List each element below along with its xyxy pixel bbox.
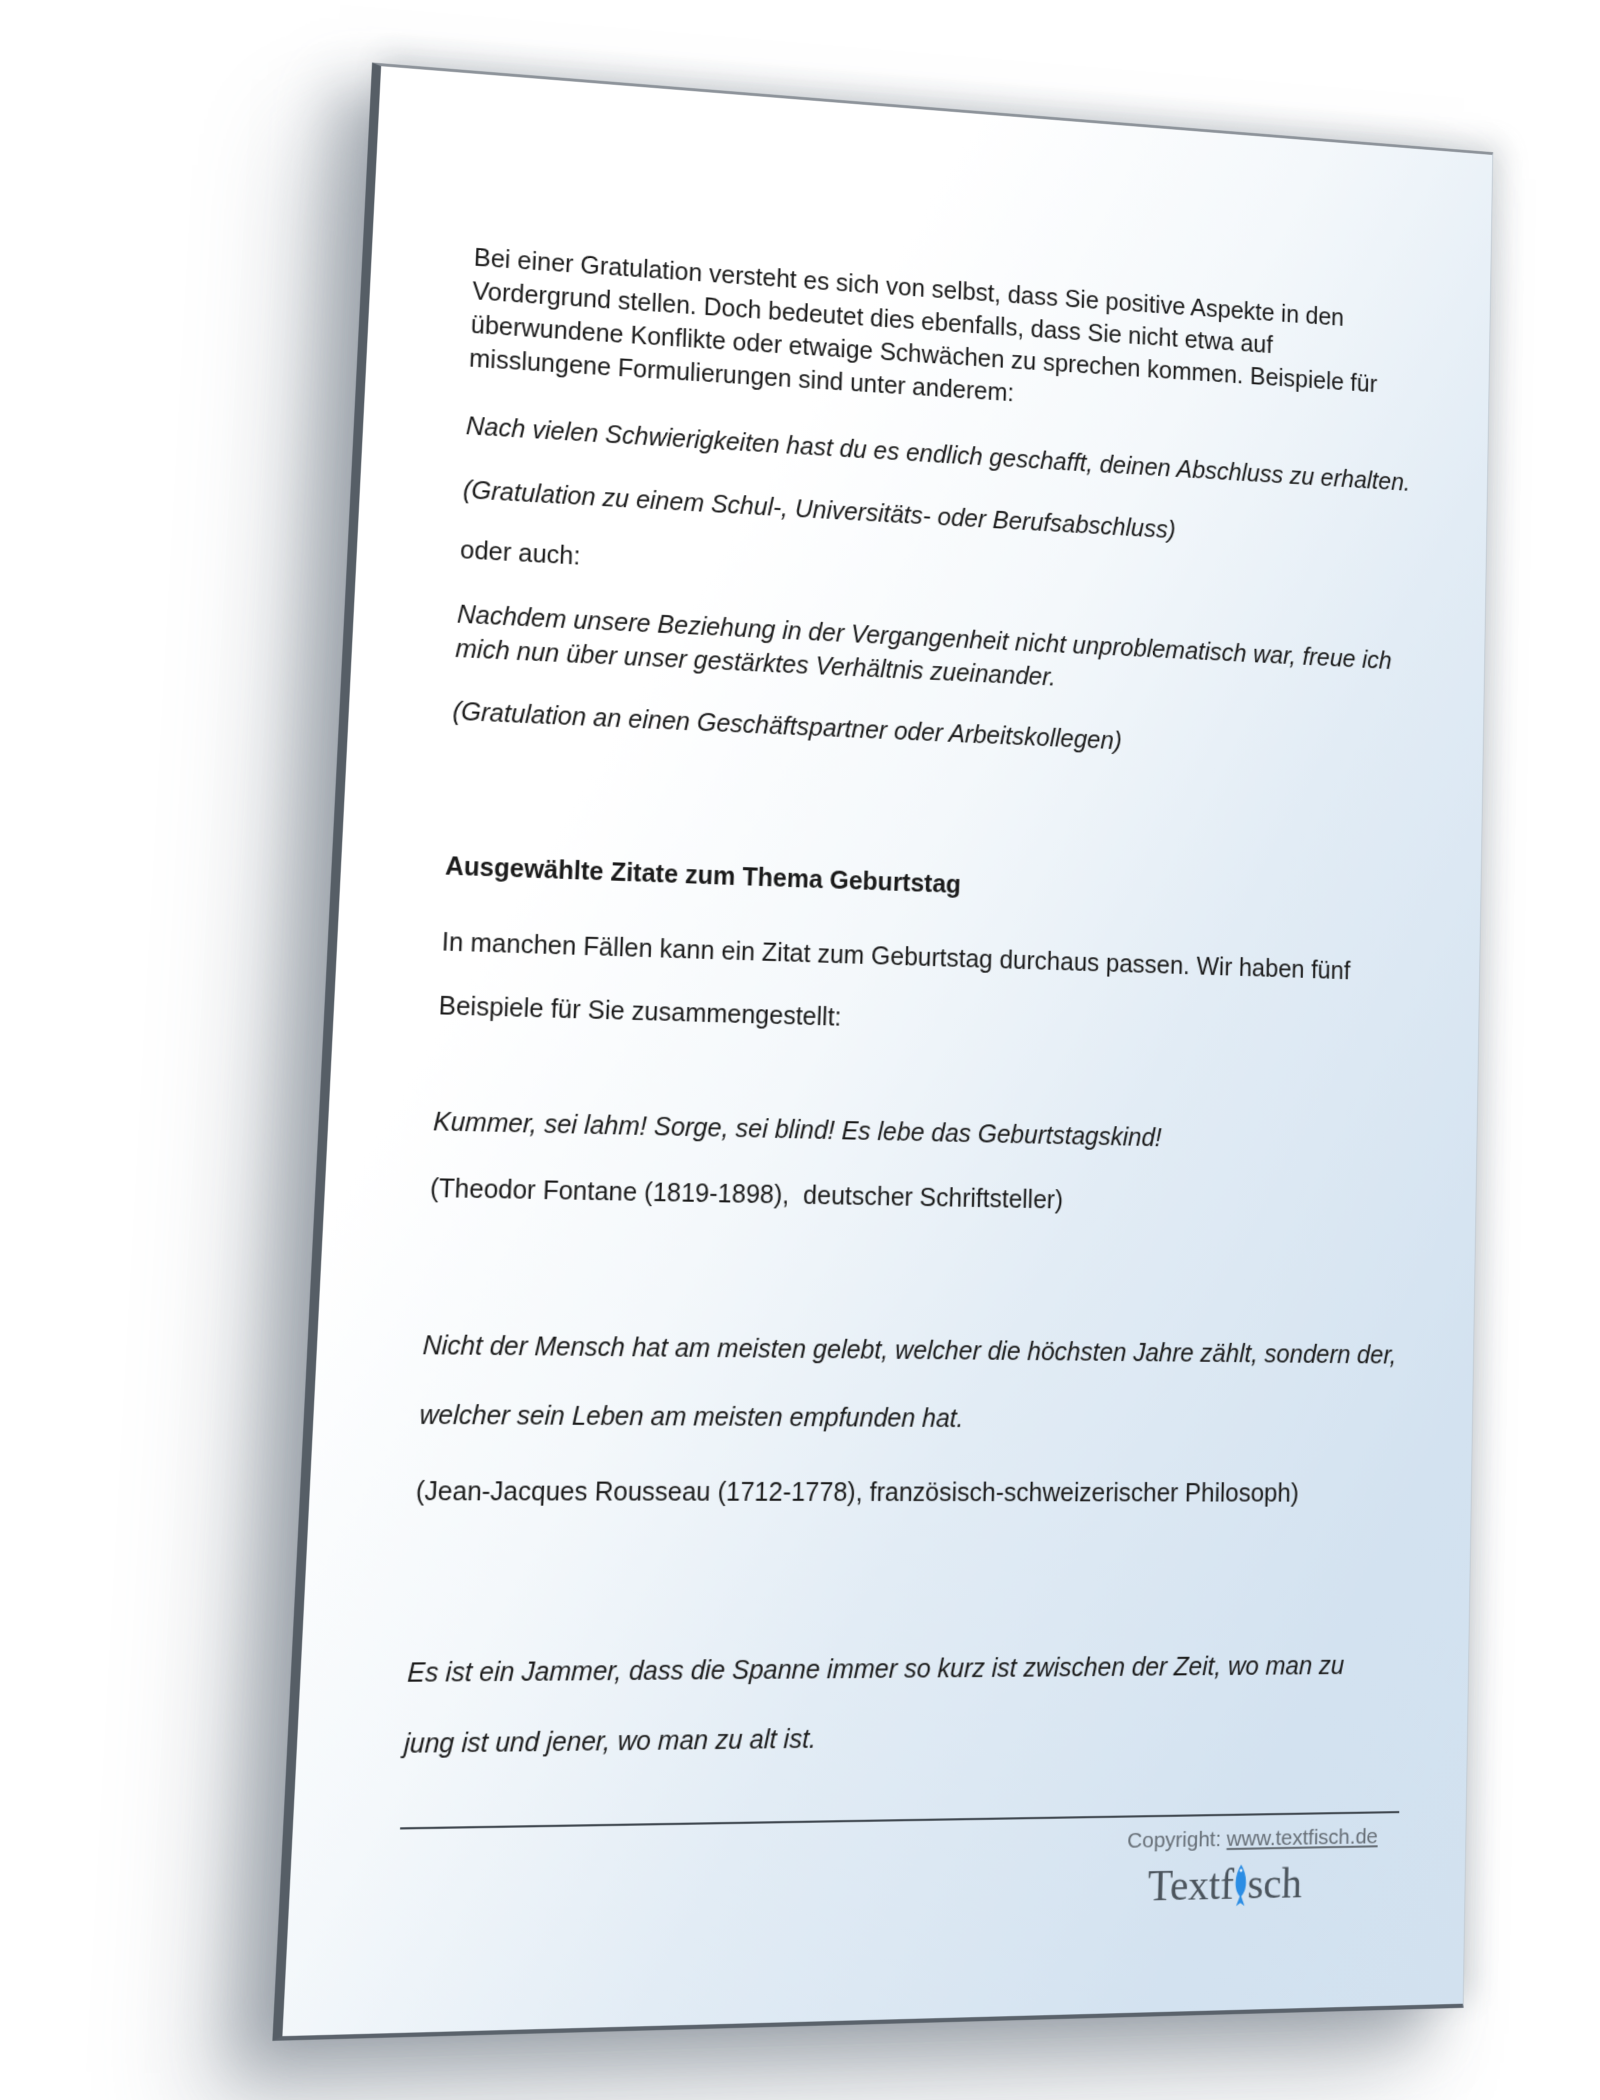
- birthday-quote-2: Nicht der Mensch hat am meisten gelebt, welcher die höchsten Jahre zählt, sondern der, welcher sein Leben am meisten empfunden hat.: [418, 1331, 1397, 1434]
- section-intro: In manchen Fällen kann ein Zitat zum Geburtstag durchaus passen. Wir haben fünf Beispiele für Sie zusammengestellt:: [438, 927, 1351, 1032]
- section-heading: Ausgewählte Zitate zum Thema Geburtstag: [444, 852, 962, 900]
- footer: [395, 1819, 1399, 1931]
- logo-text-suffix: sch: [1247, 1860, 1303, 1909]
- birthday-quote-2-source: (Jean-Jacques Rousseau (1712-1778), französisch-schweizerischer Philosoph): [415, 1476, 1299, 1508]
- example-quote-2: Nachdem unsere Beziehung in der Vergangenheit nicht unproblematisch war, freue ich mich nun über unser gestärktes Verhältnis zueinander.: [454, 600, 1392, 692]
- birthday-quote-1-source: (Theodor Fontane (1819-1898), deutscher Schriftsteller): [429, 1174, 1064, 1215]
- birthday-quote-3: Es ist ein Jammer, dass die Spanne immer so kurz ist zwischen der Zeit, wo man zu jung ist und jener, wo man zu alt ist.: [403, 1651, 1345, 1760]
- intro-paragraph: Bei einer Gratulation versteht es sich von selbst, dass Sie positive Aspekte in den Vordergrund stellen. Doch bedeutet dies ebenfalls, dass Sie nicht etwa auf überwundene Konflikte oder etwaige Schwächen zu sprechen kommen. Beispiele für misslungene Formulierungen sind unter anderem:: [468, 243, 1378, 408]
- connector-text: oder auch:: [459, 536, 582, 571]
- birthday-quote-1: Kummer, sei lahm! Sorge, sei blind! Es lebe das Geburtstagskind!: [432, 1107, 1162, 1153]
- copyright-link[interactable]: www.textfisch.de: [1226, 1824, 1379, 1852]
- example-quote-1-source: (Gratulation zu einem Schul-, Universitäts- oder Berufsabschluss): [462, 476, 1176, 545]
- copyright-label: Copyright:: [1127, 1827, 1228, 1853]
- document-page: [272, 63, 1493, 2041]
- example-quote-2-source: (Gratulation an einen Geschäftspartner oder Arbeitskollegen): [451, 697, 1123, 756]
- page-content: [282, 66, 1492, 2036]
- logo-text-prefix: Textf: [1147, 1861, 1235, 1911]
- example-quote-1: Nach vielen Schwierigkeiten hast du es endlich geschafft, deinen Abschluss zu erhalten.: [465, 412, 1411, 497]
